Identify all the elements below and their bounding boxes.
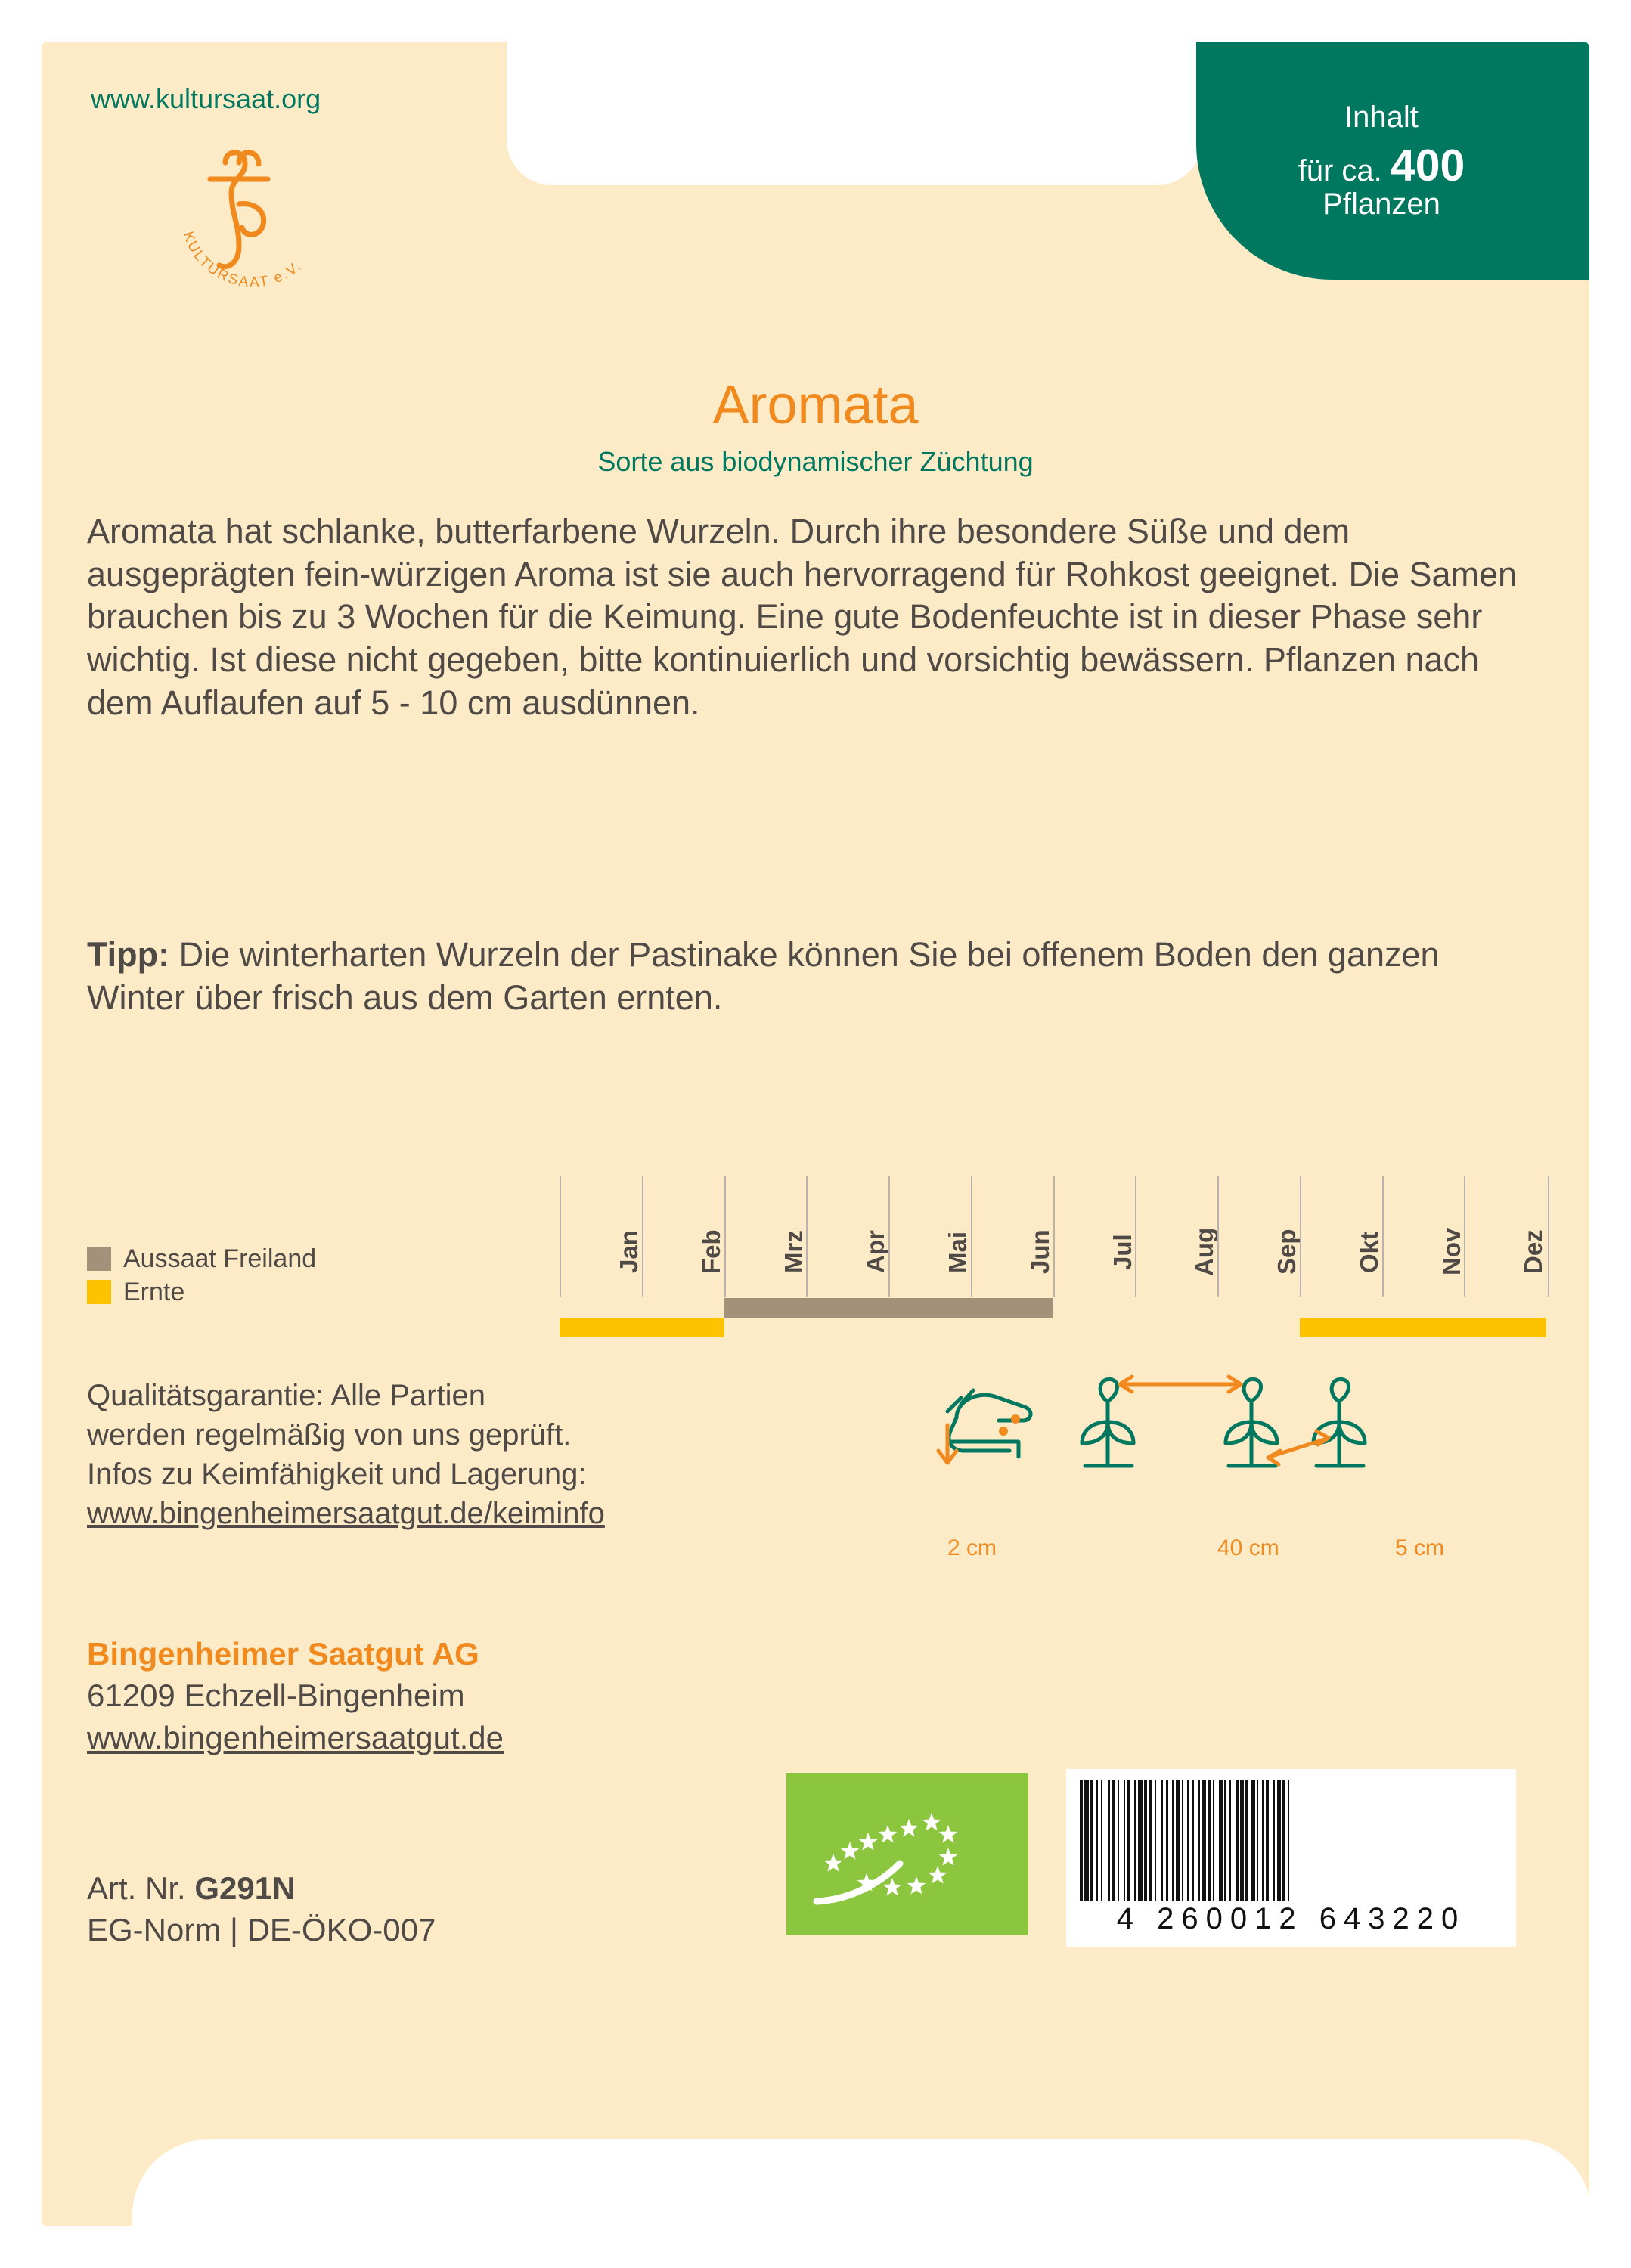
tip-body: Die winterharten Wurzeln der Pastinake können Sie bei offenem Boden den ganzen Winter über frisch aus dem Garten ernten. [87, 935, 1440, 1017]
calendar-month-dez [1464, 1176, 1549, 1297]
calendar-month-aug [1135, 1176, 1219, 1297]
calendar-month-label: Dez [1519, 1229, 1547, 1275]
banner-prefix: für ca. [1298, 154, 1391, 187]
barcode-bars [1080, 1780, 1503, 1901]
tip-label: Tipp: [87, 935, 170, 974]
legend-swatch-sowing [87, 1247, 111, 1271]
description-text: Aromata hat schlanke, butterfarbene Wurzeln. Durch ihre besondere Süße und dem ausgeprägten fein-würzigen Aroma ist sie auch hervorragend für Rohkost geeignet. Die Samen brauchen bis zu 3 Wochen für die Keimung. Eine gute Bodenfeuchte ist in dieser Phase sehr wichtig. Ist diese nicht gegeben, bitte kontinuierlich und vorsichtig bewässern. Pflanzen nach dem Auflaufen auf 5 - 10 cm ausdünnen. [87, 512, 1518, 722]
eg-norm: EG-Norm | DE-ÖKO-007 [87, 1912, 436, 1948]
calendar-month-jul [1053, 1176, 1137, 1297]
plant-1 [1082, 1379, 1133, 1466]
article-number: G291N [194, 1870, 296, 1906]
calendar-month-nov [1382, 1176, 1466, 1297]
legend-item-harvest [87, 1275, 316, 1309]
company-address: 61209 Echzell-Bingenheim [87, 1678, 465, 1714]
calendar-month-okt [1300, 1176, 1384, 1297]
article-label: Art. Nr. [87, 1870, 195, 1906]
svg-text:KULTURSAAT e.V.: KULTURSAAT e.V. [179, 229, 306, 291]
article-block [87, 1867, 436, 1951]
content-banner [1196, 42, 1589, 280]
eu-organic-leaf-icon [786, 1773, 1028, 1935]
calendar-month-sep [1217, 1176, 1301, 1297]
legend-item-sowing [87, 1242, 316, 1275]
legend-label-harvest: Ernte [123, 1277, 185, 1306]
row-spacing-caption: 40 cm [1217, 1535, 1279, 1560]
top-notch-cutout [507, 42, 1202, 185]
article-number-row [87, 1867, 436, 1909]
calendar-month-label: Apr [861, 1230, 889, 1274]
keiminfo-link[interactable]: www.bingenheimersaatgut.de/keiminfo [87, 1497, 605, 1530]
calendar-month-jan [560, 1176, 643, 1297]
legend-swatch-harvest [87, 1280, 111, 1304]
calendar-month-label: Mai [943, 1231, 972, 1273]
calendar-month-apr [806, 1176, 890, 1297]
quality-line-3: Infos zu Keimfähigkeit und Lagerung: [87, 1458, 587, 1491]
growing-pictograms [934, 1372, 1569, 1591]
calendar-month-label: Jun [1025, 1229, 1054, 1275]
banner-value: 400 [1390, 141, 1465, 191]
barcode-digits: 4 260012 643220 [1116, 1902, 1466, 1935]
bottom-notch-cutout [132, 2139, 1589, 2226]
sowing-harvest-calendar [87, 1176, 1546, 1342]
calendar-month-label: Jan [614, 1230, 643, 1274]
calendar-month-label: Sep [1272, 1228, 1301, 1275]
calendar-months [560, 1176, 1546, 1327]
tip-text [87, 934, 1506, 1019]
quality-line-2: werden regelmäßig von uns geprüft. [87, 1418, 572, 1452]
calendar-month-mai [888, 1176, 972, 1297]
kultursaat-url[interactable]: www.kultursaat.org [91, 83, 321, 114]
calendar-month-label: Jul [1108, 1234, 1136, 1270]
calendar-month-label: Okt [1354, 1231, 1383, 1273]
legend-label-sowing: Aussaat Freiland [123, 1244, 317, 1273]
quality-line-1: Qualitätsgarantie: Alle Partien [87, 1379, 485, 1412]
calendar-month-feb [642, 1176, 726, 1297]
calendar-month-label: Feb [696, 1229, 725, 1275]
sowing-depth-caption: 2 cm [947, 1535, 997, 1560]
calendar-month-label: Nov [1437, 1228, 1465, 1276]
plant-2 [1226, 1379, 1277, 1466]
row-spacing-arrow [1120, 1377, 1241, 1392]
plant-spacing-caption: 5 cm [1395, 1535, 1445, 1560]
company-block [87, 1633, 504, 1758]
banner-line-2 [1196, 140, 1567, 191]
calendar-month-mrz [724, 1176, 808, 1297]
company-name: Bingenheimer Saatgut AG [87, 1636, 479, 1672]
calendar-bar-sowing [724, 1298, 1053, 1318]
banner-line-3: Pflanzen [1322, 187, 1440, 221]
plant-3 [1313, 1379, 1365, 1466]
calendar-legend [87, 1242, 316, 1309]
variety-subtitle: Sorte aus biodynamischer Züchtung [597, 446, 1034, 477]
seed-packet [42, 42, 1589, 2226]
sowing-hand [947, 1390, 1031, 1457]
barcode [1066, 1769, 1516, 1947]
calendar-bar-harvest [560, 1318, 724, 1337]
quality-guarantee [87, 1376, 919, 1533]
calendar-month-jun [971, 1176, 1055, 1297]
banner-line-1: Inhalt [1344, 101, 1419, 134]
variety-title: Aromata [712, 375, 919, 435]
calendar-month-label: Mrz [779, 1230, 808, 1274]
kultursaat-logo [166, 132, 340, 299]
calendar-month-label: Aug [1190, 1227, 1218, 1277]
company-website-link[interactable]: www.bingenheimersaatgut.de [87, 1719, 504, 1755]
calendar-bar-harvest [1300, 1318, 1546, 1337]
